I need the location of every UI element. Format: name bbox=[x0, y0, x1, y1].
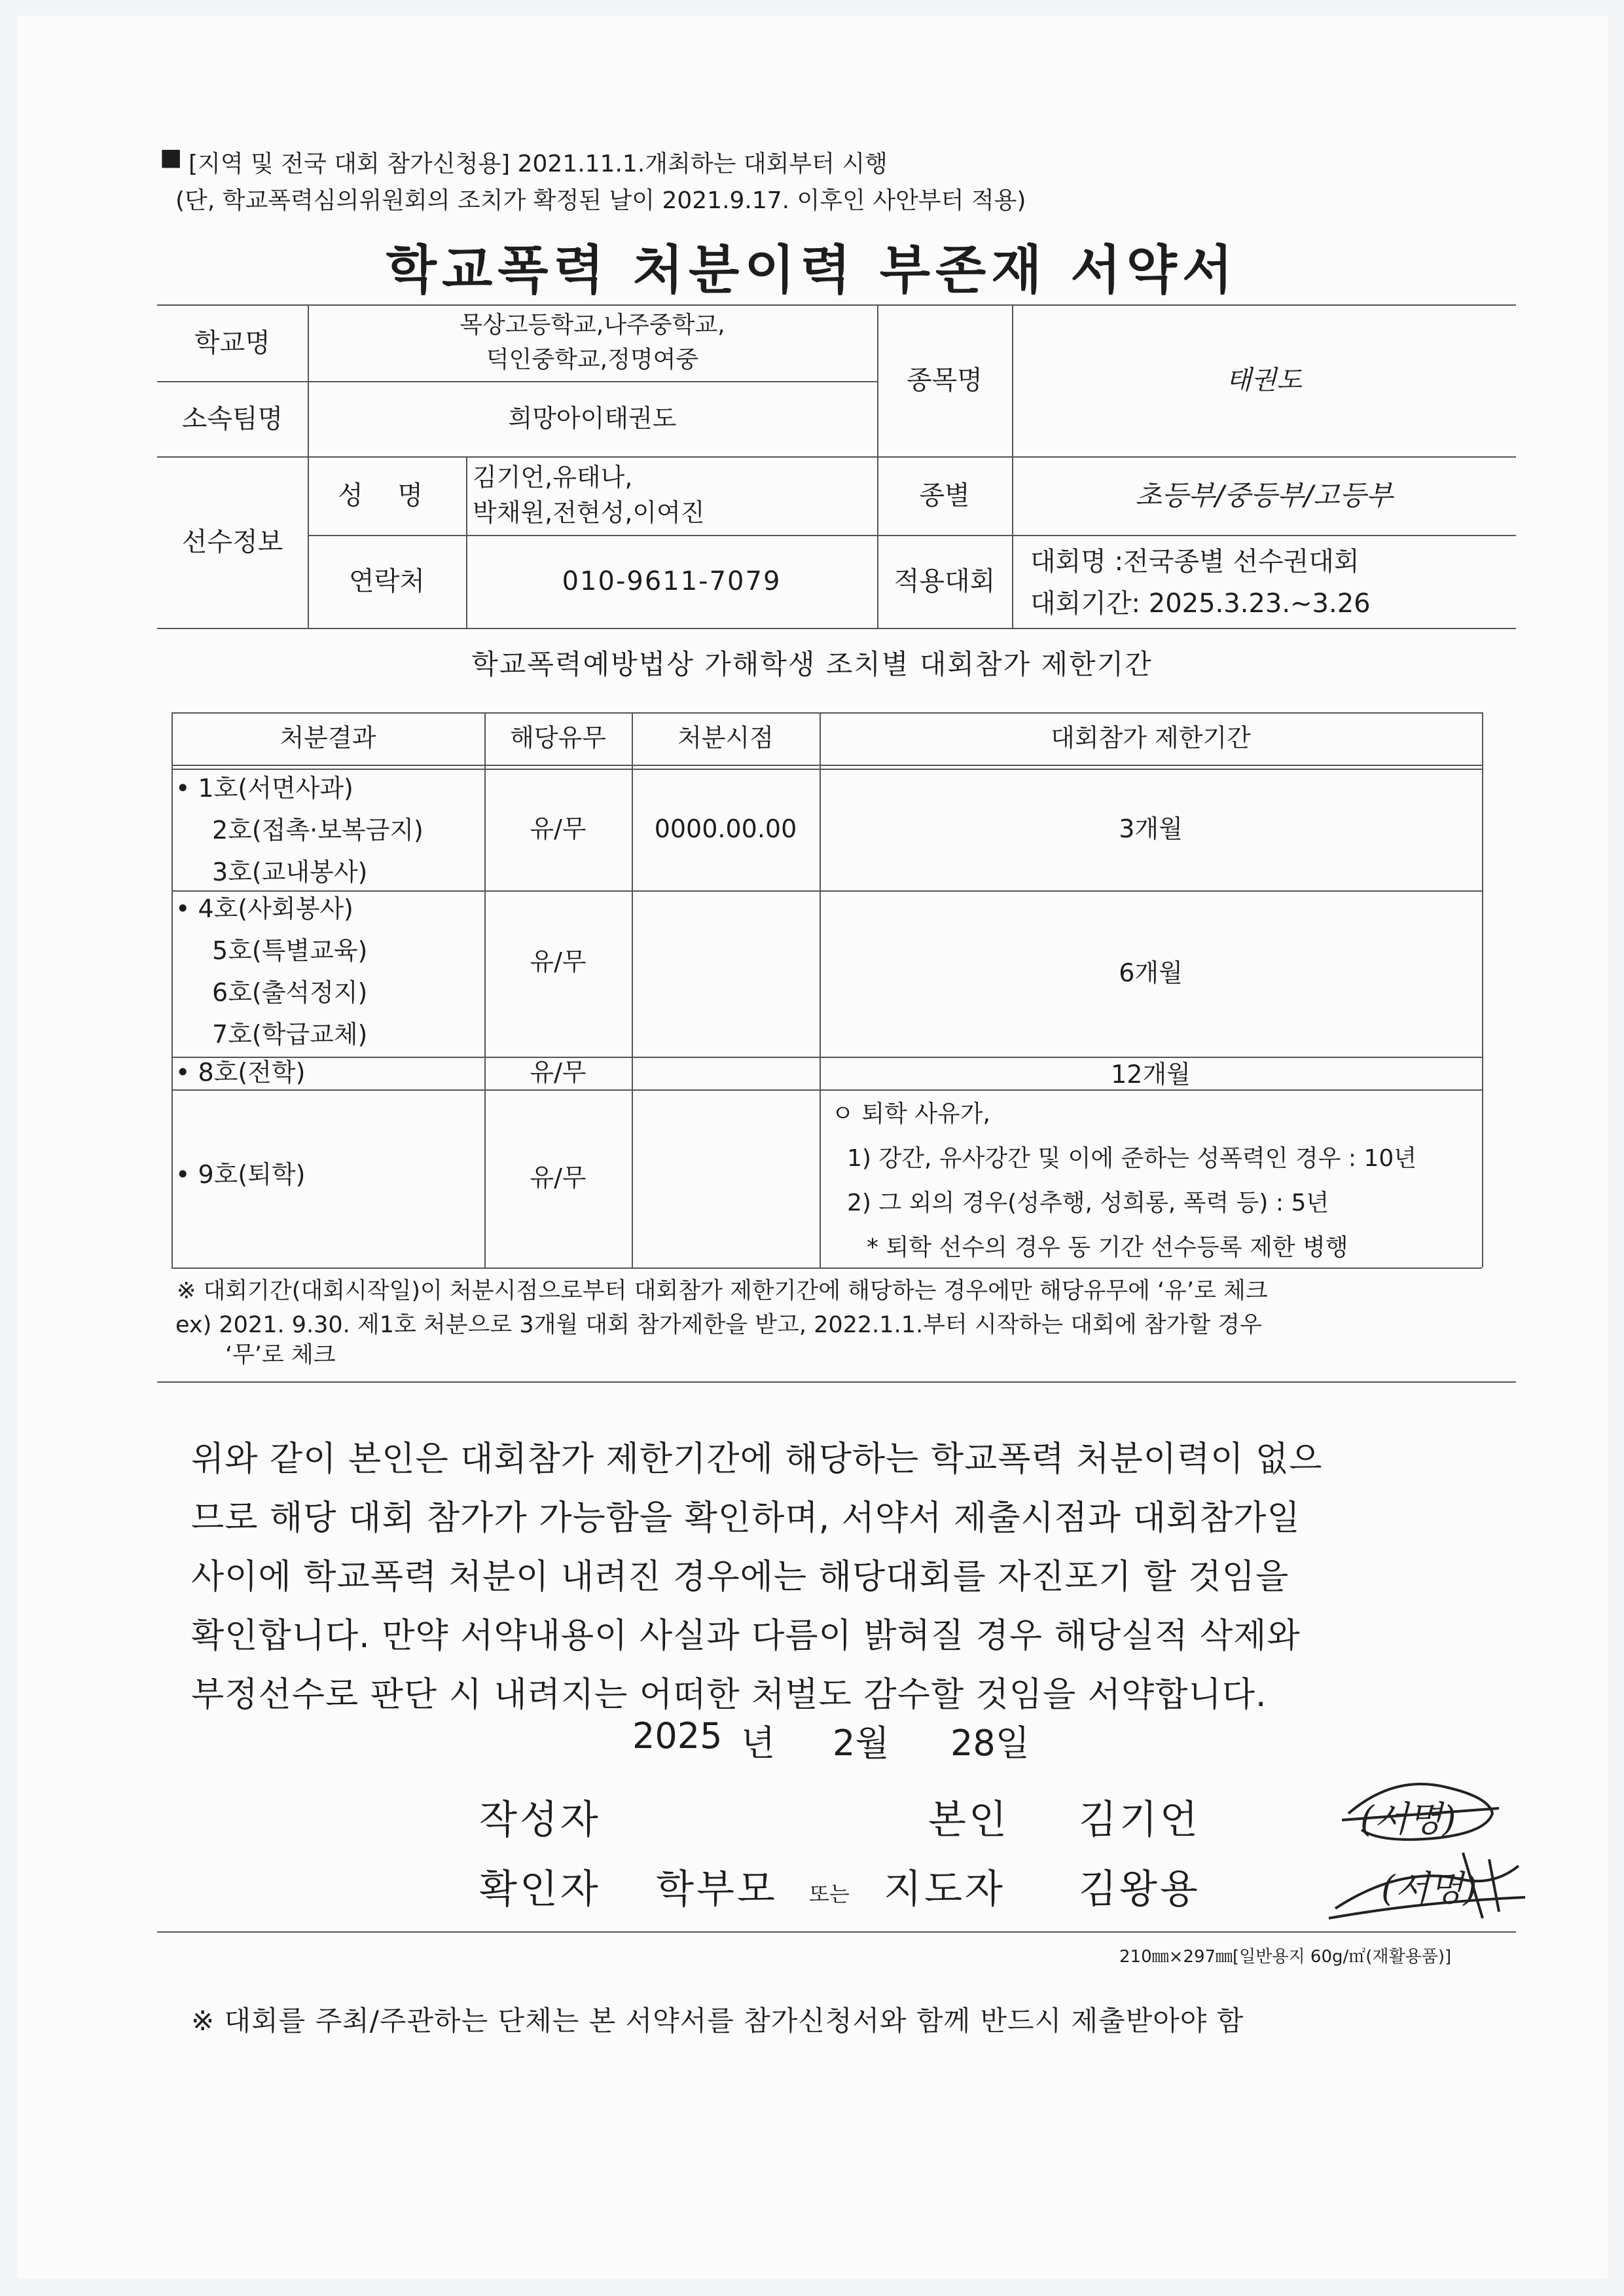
paper-specification: 210㎜×297㎜[일반용지 60g/㎡(재활용품)] bbox=[1119, 1947, 1452, 1967]
writer-signature: (서명) bbox=[1360, 1798, 1456, 1840]
player-info-label: 선수정보 bbox=[181, 527, 283, 557]
event-label: 적용대회 bbox=[893, 566, 996, 596]
sport-value: 태권도 bbox=[1226, 365, 1302, 395]
or-label: 또는 bbox=[809, 1882, 850, 1906]
date-year: 2025 bbox=[632, 1715, 723, 1757]
note-check-rule: ※ 대회기간(대회시작일)이 처분시점으로부터 대회참가 제한기간에 해당하는 경우에만 해당유무에 ‘유’로 체크 bbox=[177, 1278, 1268, 1304]
coach-label: 지도자 bbox=[884, 1867, 1005, 1912]
table-row-date bbox=[632, 1057, 820, 1089]
table-row-measures: • 1호(서면사과) 2호(접촉·보복금지) 3호(교내봉사) bbox=[175, 774, 424, 886]
table-row-period: 6개월 bbox=[1119, 958, 1183, 988]
contact-value: 010-9611-7079 bbox=[562, 566, 782, 596]
header-line-1: [지역 및 전국 대회 참가신청용] 2021.11.1.개최하는 대회부터 시행 bbox=[189, 151, 888, 177]
team-value: 희망아이태권도 bbox=[508, 403, 677, 433]
name-value: 김기언,유태나, 박채원,전현성,이여진 bbox=[473, 463, 705, 527]
section-divider bbox=[157, 1931, 1516, 1933]
header-status: 해당유무 bbox=[510, 723, 606, 753]
document-title: 학교폭력 처분이력 부존재 서약서 bbox=[386, 240, 1238, 301]
division-value: 초등부/중등부/고등부 bbox=[1135, 479, 1393, 511]
header-period: 대회참가 제한기간 bbox=[1051, 723, 1251, 753]
contact-label: 연락처 bbox=[349, 566, 425, 596]
table-row-date bbox=[632, 1089, 820, 1267]
confirmer-name: 김왕용 bbox=[1079, 1867, 1200, 1912]
table-row-period: ㅇ 퇴학 사유가, 1) 강간, 유사강간 및 이에 준하는 성폭력인 경우 : 10년 2) 그 외의 경우(성추행, 성희롱, 폭력 등) : 5년 * 퇴학 선수의 경우 동 기간 선수등록 제한 병행 bbox=[831, 1101, 1417, 1261]
table-row-measures: • 4호(사회봉사) 5호(특별교육) 6호(출석정지) 7호(학급교체) bbox=[175, 894, 368, 1049]
table-row-status: 유/무 bbox=[530, 947, 586, 977]
table-row-measures: • 9호(퇴학) bbox=[175, 1160, 306, 1189]
table-row-date bbox=[632, 890, 820, 1057]
table-row-period: 12개월 bbox=[1111, 1060, 1191, 1089]
event-period: 대회기간: 2025.3.23.~3.26 bbox=[1030, 589, 1371, 619]
restriction-left-border bbox=[171, 712, 173, 1267]
footer-note: ※ 대회를 주최/주관하는 단체는 본 서약서를 참가신청서와 함께 반드시 제출받아야 함 bbox=[191, 2005, 1244, 2037]
date-year-unit: 년 bbox=[741, 1722, 776, 1764]
table-row-period: 3개월 bbox=[1119, 814, 1183, 844]
writer-label: 작성자 bbox=[479, 1797, 601, 1843]
confirmer-signature: (서명) bbox=[1381, 1868, 1477, 1909]
table-row-date: 0000.00.00 bbox=[654, 814, 797, 844]
pledge-paragraph: 위와 같이 본인은 대회참가 제한기간에 해당하는 학교폭력 처분이력이 없으 므로 해당 대회 참가가 가능함을 확인하며, 서약서 제출시점과 대회참가일 사이에 학교폭력 처분이 내려진 경우에는 해당대회를 자진포기 할 것임을 확인합니다. 만약 서약내용이 사실과 다름이 밝혀질 경우 해당실적 삭제와 부정선수로 판단 시 내려지는 어떠한 처벌도 감수할 것임을 서약합니다. bbox=[191, 1440, 1323, 1715]
writer-name: 김기언 bbox=[1079, 1797, 1200, 1843]
division-label: 종별 bbox=[919, 481, 970, 511]
header-date: 처분시점 bbox=[677, 723, 774, 753]
event-name: 대회명 :전국종별 선수권대회 bbox=[1030, 547, 1360, 577]
school-value: 목상고등학교,나주중학교, 덕인중학교,정명여중 bbox=[460, 312, 725, 373]
header-line-2: (단, 학교폭력심의위원회의 조치가 확정된 날이 2021.9.17. 이후인 사안부터 적용) bbox=[175, 187, 1026, 214]
header-bullet: ■ bbox=[160, 144, 183, 171]
table-row-status: 유/무 bbox=[530, 1163, 586, 1193]
confirmer-label: 확인자 bbox=[479, 1867, 601, 1912]
date-day: 28일 bbox=[950, 1722, 1030, 1764]
table-row-status: 유/무 bbox=[530, 1058, 586, 1087]
name-label: 성 명 bbox=[338, 481, 436, 511]
team-label: 소속팀명 bbox=[181, 403, 283, 434]
info-bottom-border bbox=[157, 628, 1516, 629]
self-label: 본인 bbox=[928, 1797, 1009, 1843]
school-label: 학교명 bbox=[194, 327, 270, 358]
confirmer-signature-stroke bbox=[1322, 1840, 1532, 1931]
note-example-line-1: ex) 2021. 9.30. 제1호 처분으로 3개월 대회 참가제한을 받고, 2022.1.1.부터 시작하는 대회에 참가할 경우 bbox=[175, 1312, 1262, 1338]
table-row-status: 유/무 bbox=[530, 814, 586, 844]
header-measure: 처분결과 bbox=[280, 723, 376, 753]
restriction-title: 학교폭력예방법상 가해학생 조치별 대회참가 제한기간 bbox=[471, 648, 1153, 680]
restriction-header-divider bbox=[171, 765, 1482, 766]
event-value bbox=[1030, 541, 1371, 625]
restriction-right-border bbox=[1482, 712, 1483, 1267]
date-month: 2월 bbox=[833, 1722, 890, 1764]
sport-label: 종목명 bbox=[907, 365, 983, 395]
parent-label: 학부모 bbox=[656, 1867, 778, 1912]
section-divider bbox=[157, 1381, 1516, 1383]
table-row-measures: • 8호(전학) bbox=[175, 1058, 306, 1087]
note-example-line-2: ‘무’로 체크 bbox=[225, 1342, 336, 1368]
